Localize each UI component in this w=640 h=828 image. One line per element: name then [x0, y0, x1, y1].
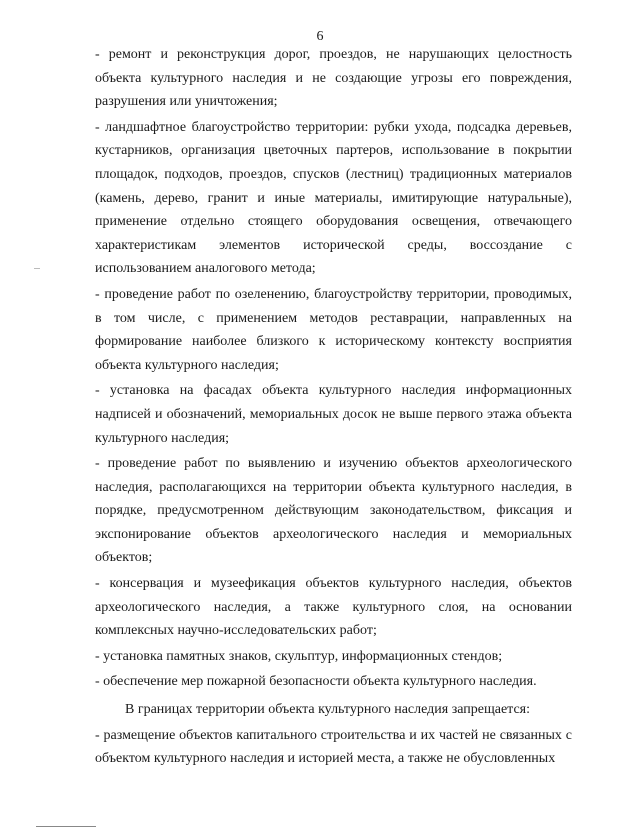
- list-item-capital-construction: - размещение объектов капитального строительства и их частей не связанных с объектом культурного наследия и историей места, а также не обусловленных: [95, 727, 572, 767]
- list-item-road-repair: - ремонт и реконструкция дорог, проездов, не нарушающих целостность объекта культурного наследия и не создающие угрозы его повреждения, разрушения или уничтожения;: [95, 47, 572, 110]
- list-item-conservation: - консервация и музеефикация объектов культурного наследия, объектов археологического наследия, а также культурного слоя, на основании комплексных научно-исследовательских работ;: [95, 576, 572, 639]
- list-item-facade-signs: - установка на фасадах объекта культурного наследия информационных надписей и обозначений, мемориальных досок не выше первого этажа объекта культурного наследия;: [95, 383, 572, 446]
- document-body: [95, 43, 572, 773]
- footer-rule: [36, 826, 96, 827]
- list-item-archaeology-research: - проведение работ по выявлению и изучению объектов археологического наследия, располагающихся на территории объекта культурного наследия, в порядке, предусмотренном действующим законодательством, фиксация и экспонирование объектов археологического наследия и мемориальных объектов;: [95, 456, 572, 566]
- page-number: 6: [316, 29, 324, 44]
- list-item-greening: - проведение работ по озеленению, благоустройству территории, проводимых, в том числе, с применением методов реставрации, направленных на формирование наиболее близкого к историческому контексту восприятия объекта культурного наследия;: [95, 286, 572, 373]
- margin-tick: [34, 268, 40, 269]
- prohibitions-heading: В границах территории объекта культурного наследия запрещается:: [125, 702, 531, 718]
- list-item-memorial-signs: - установка памятных знаков, скульптур, информационных стендов;: [95, 648, 503, 664]
- list-item-fire-safety: - обеспечение мер пожарной безопасности объекта культурного наследия.: [95, 674, 537, 690]
- list-item-landscaping: - ландшафтное благоустройство территории: рубки ухода, подсадка деревьев, кустарников, организация цветочных партеров, использование в покрытии площадок, подходов, проездов, спусков (лестниц) традиционных материалов (камень, дерево, гранит и иные материалы, имитирующие натуральные), применение отдельно стоящего оборудования освещения, отвечающего характеристикам элементов исторической среды, воссоздание с использованием аналогового метода;: [95, 119, 572, 277]
